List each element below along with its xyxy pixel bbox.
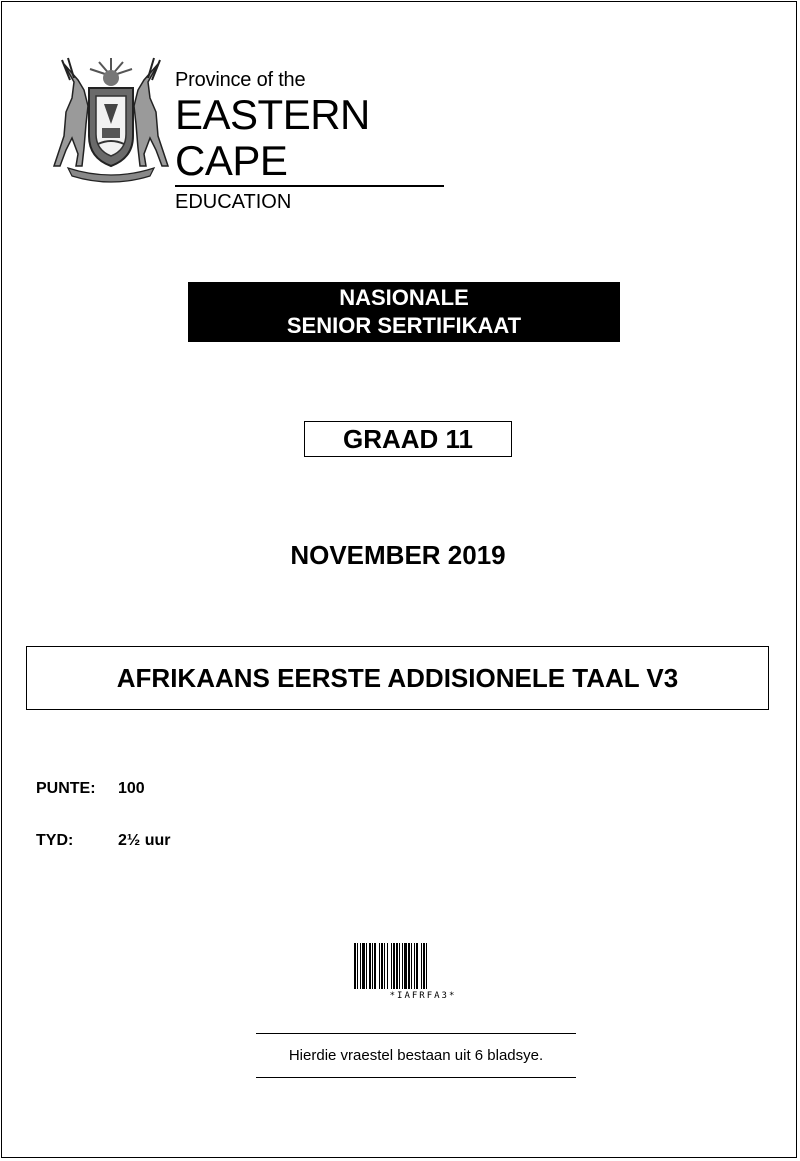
department-name: EDUCATION xyxy=(175,191,292,213)
grade-label: GRAAD 11 xyxy=(304,421,512,457)
certificate-banner xyxy=(188,282,620,342)
exam-date: NOVEMBER 2019 xyxy=(290,540,506,570)
coat-of-arms-icon xyxy=(44,54,178,184)
province-label: Province of the xyxy=(175,69,306,91)
barcode-text: *IAFRFA3* xyxy=(389,991,457,1001)
time-row xyxy=(36,832,170,850)
banner-line-2: SENIOR SERTIFIKAAT xyxy=(286,313,522,338)
marks-value: 100 xyxy=(118,780,145,797)
time-value: 2½ uur xyxy=(118,832,171,849)
time-label: TYD: xyxy=(36,832,74,849)
subject-title: AFRIKAANS EERSTE ADDISIONELE TAAL V3 xyxy=(26,646,769,710)
marks-label: PUNTE: xyxy=(36,780,96,797)
department-logo xyxy=(44,54,444,213)
province-name: EASTERN CAPE xyxy=(175,92,444,187)
banner-line-1: NASIONALE xyxy=(339,285,469,310)
marks-row xyxy=(36,780,145,798)
page-count-note: Hierdie vraestel bestaan uit 6 bladsye. xyxy=(256,1033,576,1078)
